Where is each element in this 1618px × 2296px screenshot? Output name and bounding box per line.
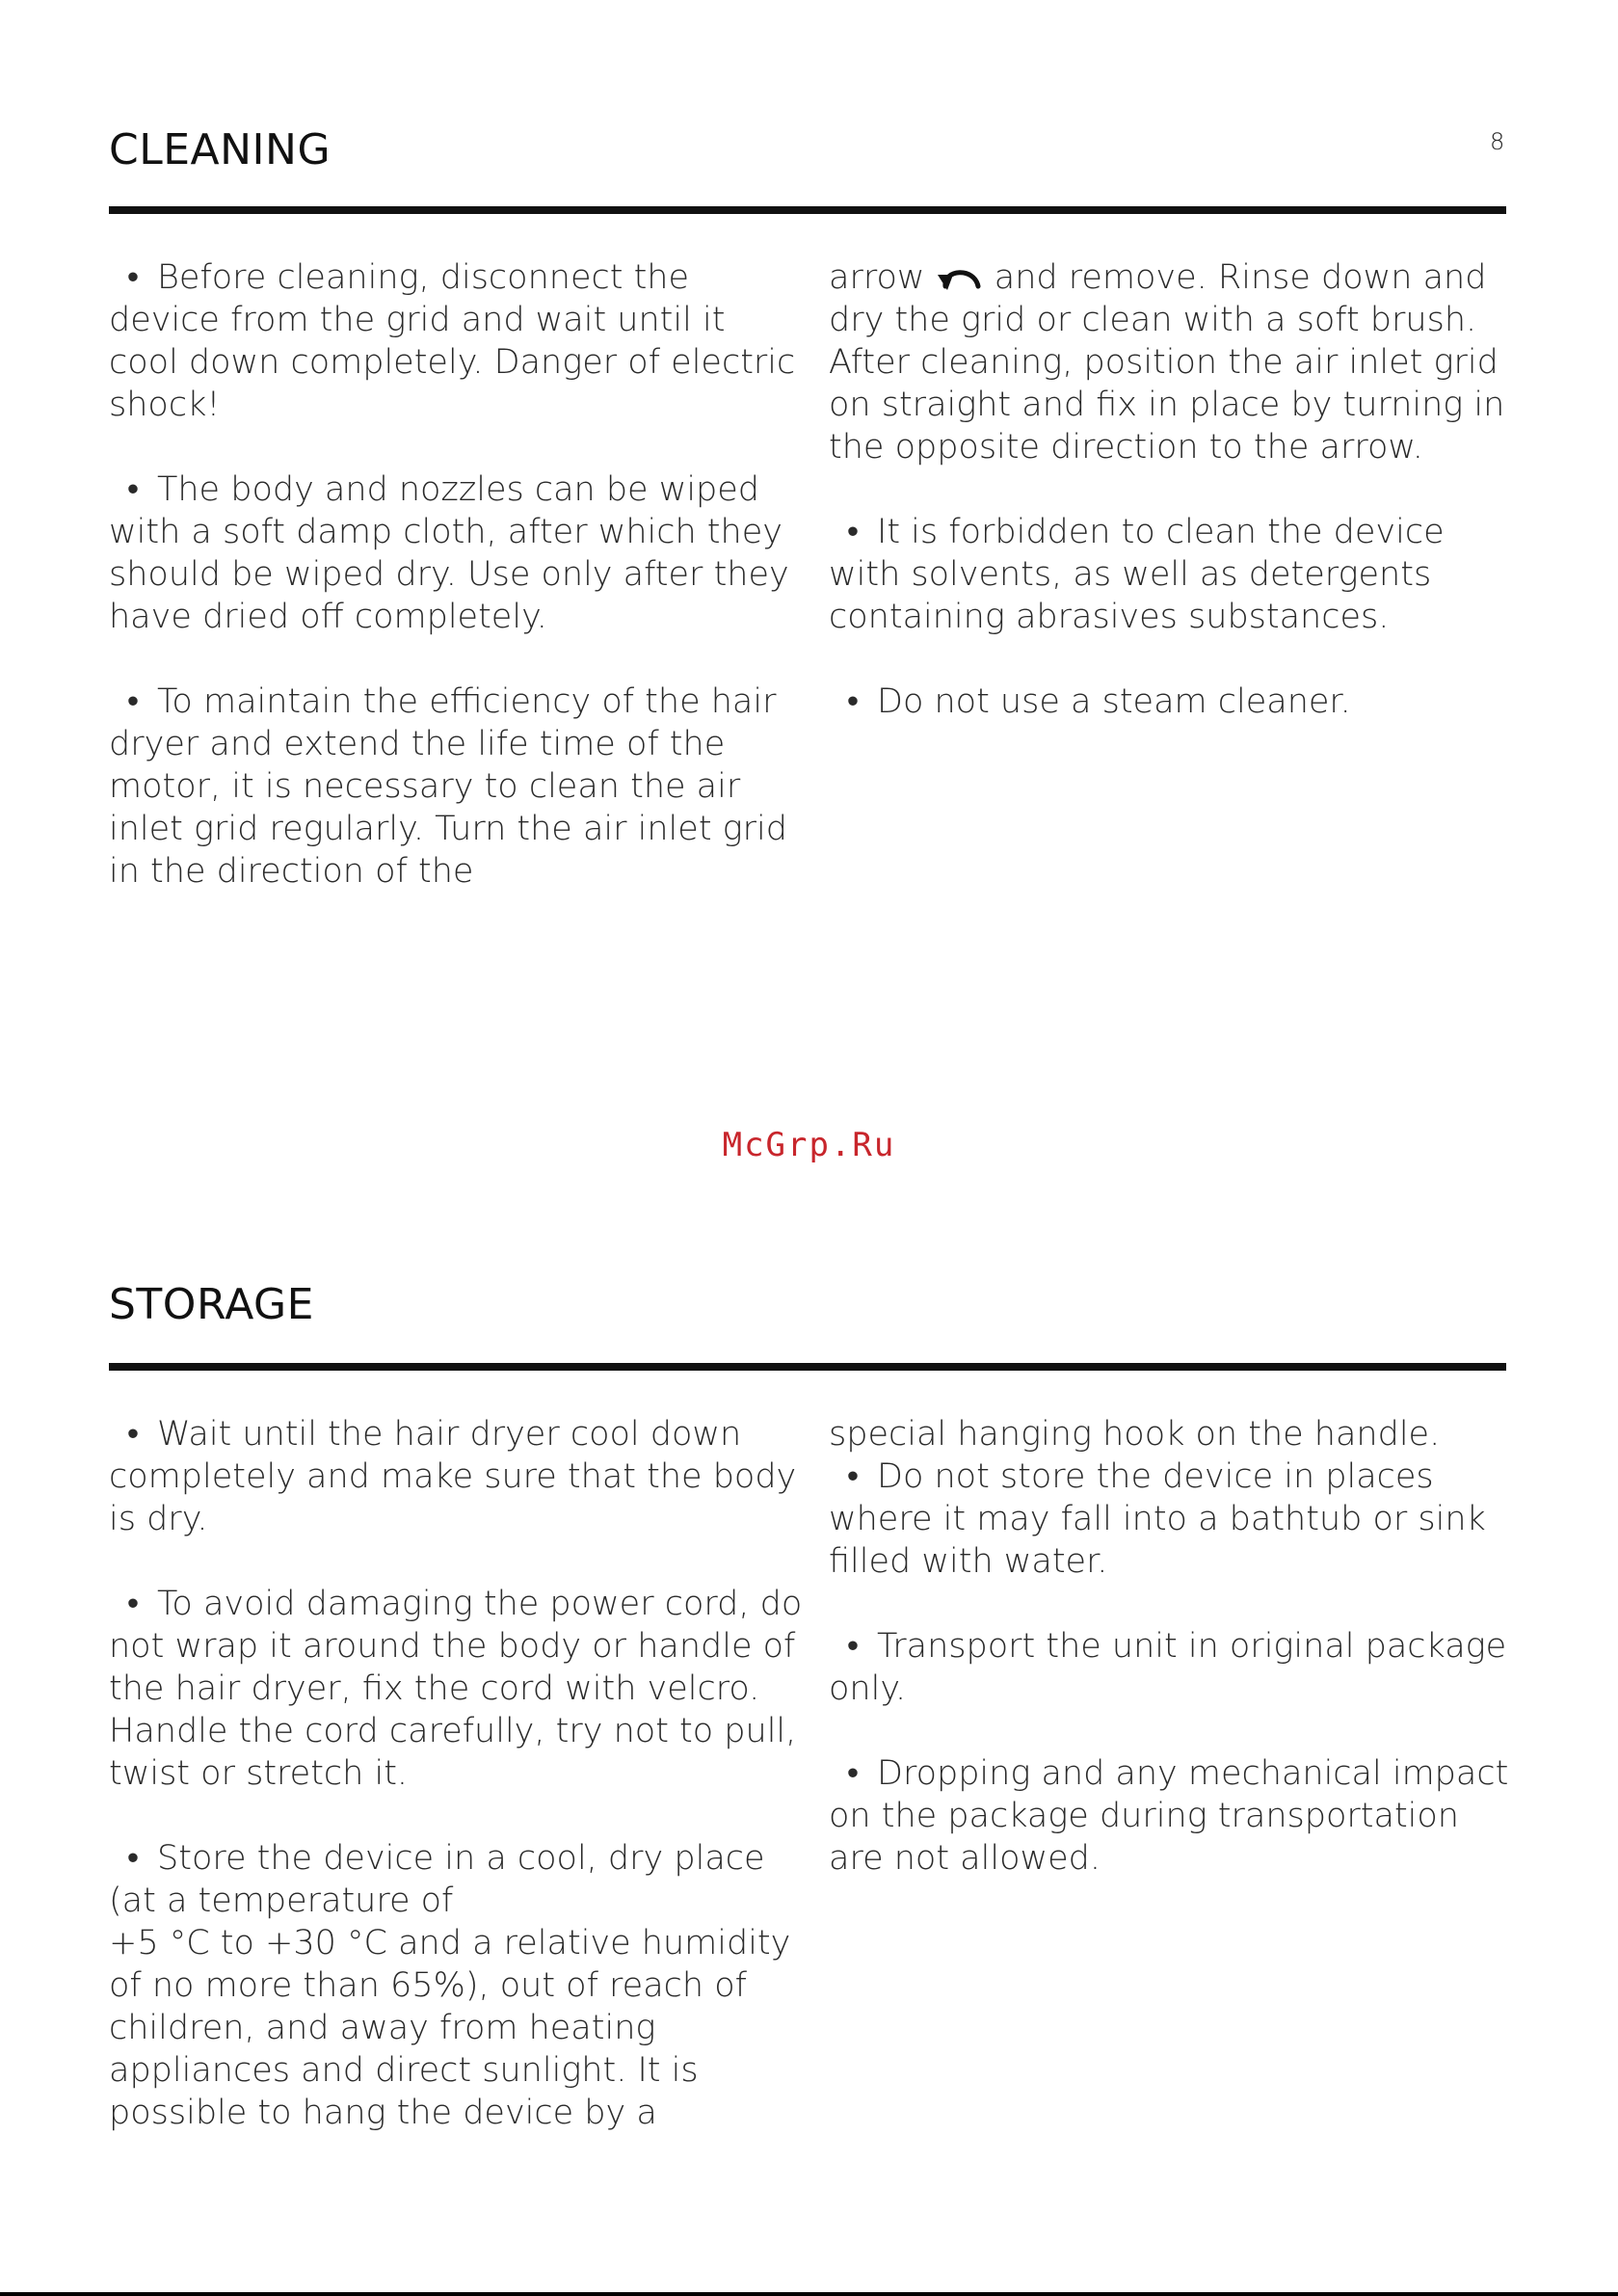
cleaning-item: • It is forbidden to clean the device with solvents, as well as detergents containing abrasives substances. <box>829 513 1445 636</box>
storage-item: • Wait until the hair dryer cool down completely and make sure that the body is dry. <box>109 1415 797 1538</box>
page-number: 8 <box>1490 128 1505 155</box>
storage-right-column <box>829 1413 1523 1880</box>
storage-divider <box>109 1363 1506 1371</box>
cleaning-item-continued: arrow and remove. Rinse down and dry the grid or clean with a soft brush. After cleaning, position the air inlet grid on straight and fix in place by turning in the opposite direction to the arrow. <box>829 258 1505 467</box>
storage-item: • Do not store the device in places where it may fall into a bathtub or sink filled with water. <box>829 1457 1486 1581</box>
bullet-icon: • <box>846 1754 860 1793</box>
storage-item: • Transport the unit in original package only. <box>829 1627 1507 1708</box>
bottom-border <box>0 2292 1618 2296</box>
storage-title: STORAGE <box>109 1280 314 1329</box>
storage-item-continued: special hanging hook on the handle. <box>829 1415 1441 1454</box>
counterclockwise-arrow-icon <box>936 260 984 291</box>
bullet-icon: • <box>126 1839 140 1878</box>
bullet-icon: • <box>126 1415 140 1454</box>
cleaning-item: • To maintain the efficiency of the hair dryer and extend the life time of the motor, it is necessary to clean the air inlet grid regularly. Turn the air inlet grid in the direction of the <box>109 682 787 891</box>
cleaning-right-column <box>829 256 1523 723</box>
cleaning-divider <box>109 206 1506 214</box>
bullet-icon: • <box>846 1627 860 1666</box>
bullet-icon: • <box>846 513 860 551</box>
cleaning-item: • Do not use a steam cleaner. <box>829 681 1523 723</box>
storage-item: • To avoid damaging the power cord, do not wrap it around the body or handle of the hair dryer, fix the cord with velcro. Handle the cord carefully, try not to pull, twist or stretch it. <box>109 1585 803 1793</box>
bullet-icon: • <box>846 1457 860 1496</box>
storage-left-column <box>109 1413 803 2134</box>
bullet-icon: • <box>846 682 860 721</box>
cleaning-title: CLEANING <box>109 125 332 174</box>
storage-item-continued: +5 °C to +30 °C and a relative humidity of no more than 65%), out of reach of children, and away from heating appliances and direct sunlight. It is possible to hang the device by a <box>109 1924 791 2132</box>
cleaning-item: • Before cleaning, disconnect the device from the grid and wait until it cool down completely. Danger of electric shock! <box>109 258 796 424</box>
bullet-icon: • <box>126 682 140 721</box>
storage-item: • Store the device in a cool, dry place (at a temperature of <box>109 1839 765 1920</box>
bullet-icon: • <box>126 258 140 297</box>
cleaning-item: • The body and nozzles can be wiped with a soft damp cloth, after which they should be wiped dry. Use only after they have dried off completely. <box>109 470 789 636</box>
storage-item: • Dropping and any mechanical impact on the package during transportation are not allowed. <box>829 1754 1509 1878</box>
bullet-icon: • <box>126 470 140 509</box>
watermark: McGrp.Ru <box>722 1126 896 1164</box>
cleaning-left-column <box>109 256 803 893</box>
bullet-icon: • <box>126 1585 140 1623</box>
